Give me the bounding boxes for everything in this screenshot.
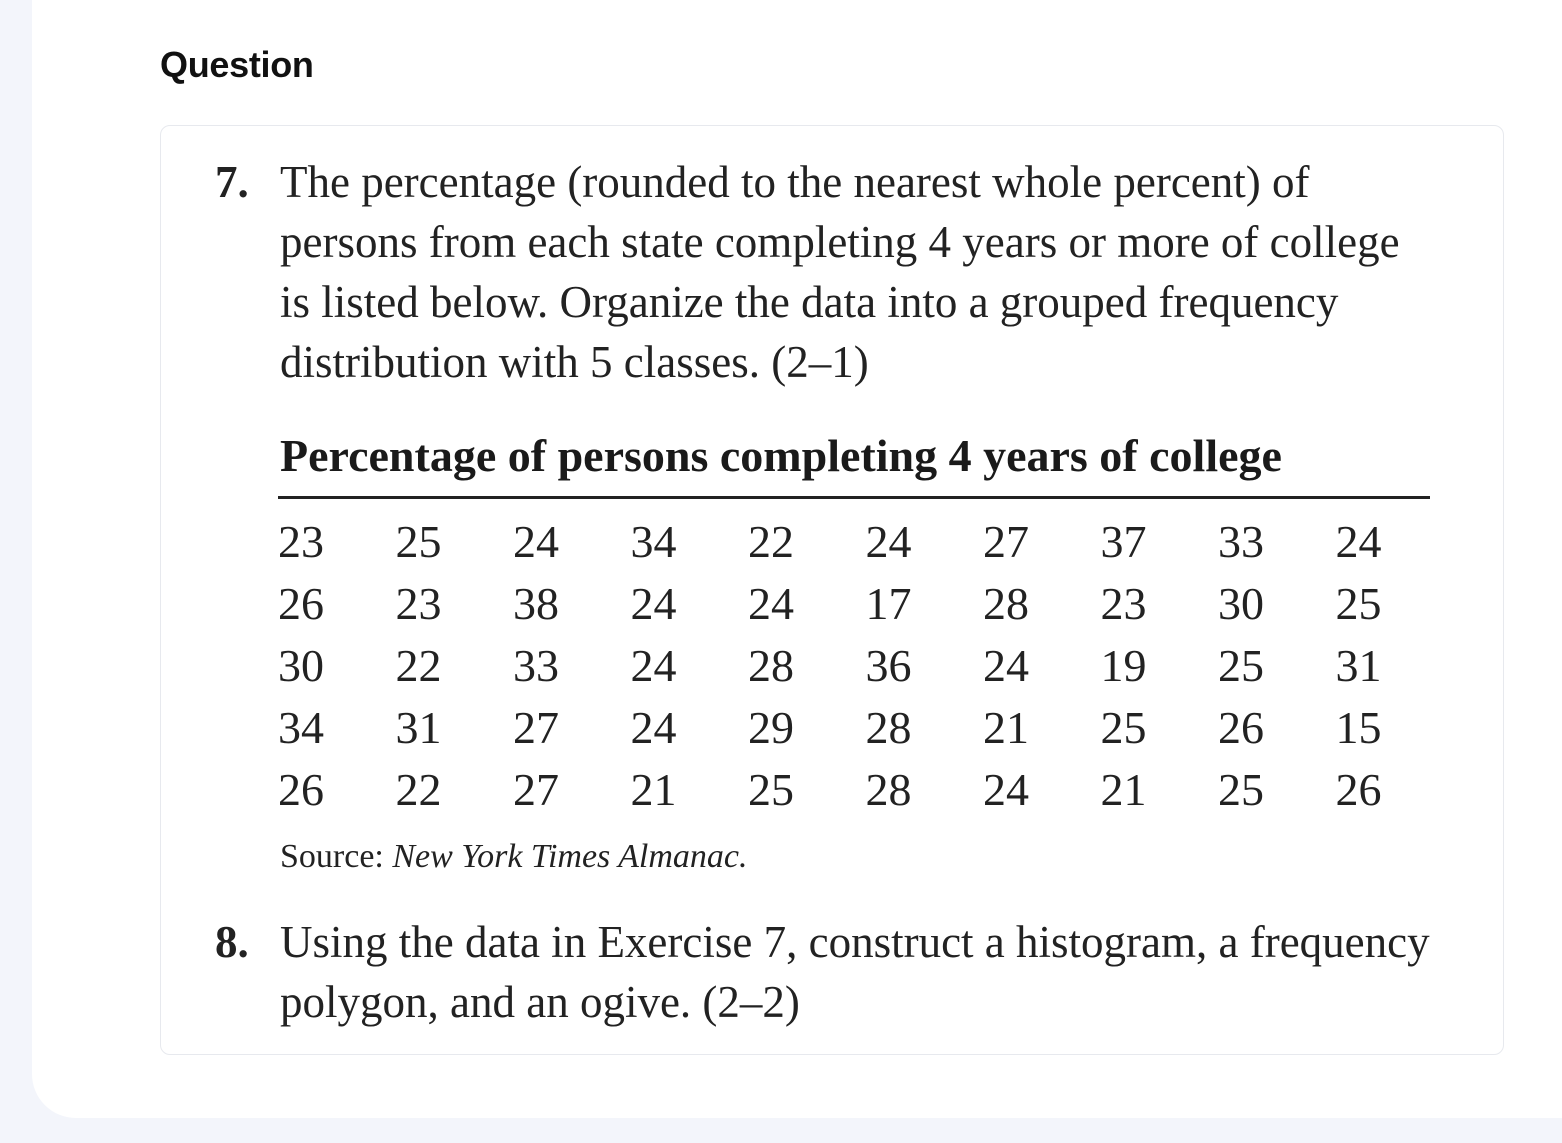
table-cell: 30 [1218,578,1264,629]
source-label: Source: [280,838,384,875]
table-cell: 15 [1335,702,1382,753]
table-cell: 24 [983,640,1029,691]
table-cell: 26 [278,764,324,815]
table-cell: 23 [1100,578,1147,629]
table-cell: 28 [983,578,1029,629]
table-cell: 22 [748,516,794,567]
table-cell: 17 [865,578,912,629]
table-cell: 19 [1100,640,1147,691]
table-cell: 31 [1335,640,1382,691]
question-image [160,125,1504,1055]
table-cell: 25 [748,764,794,815]
table-cell: 24 [630,702,677,753]
table-cell: 21 [630,764,677,815]
table-cell: 24 [630,640,677,691]
table-title: Percentage of persons completing 4 years of college [280,430,1282,481]
table-divider [278,496,1430,499]
table-cell: 23 [395,578,442,629]
table-cell: 27 [513,764,559,815]
table-cell: 25 [1100,702,1147,753]
table-cell: 21 [983,702,1029,753]
table-cell: 23 [278,516,324,567]
table-cell: 28 [865,764,912,815]
table-cell: 24 [748,578,794,629]
table-cell: 27 [513,702,559,753]
table-cell: 31 [395,702,442,753]
table-cell: 24 [865,516,912,567]
table-cell: 26 [1335,764,1382,815]
table-cell: 37 [1100,516,1147,567]
table-cell: 30 [278,640,324,691]
table-cell: 36 [865,640,912,691]
table-cell: 25 [1218,764,1264,815]
exercise-8-text: Using the data in Exercise 7, construct a histogram, a frequency polygon, and an ogive. (2–2) [280,917,1430,1027]
table-cell: 29 [748,702,794,753]
table-cell: 27 [983,516,1029,567]
table-cell: 33 [513,640,559,691]
table-cell: 22 [395,764,442,815]
question-card [32,0,1562,1118]
table-cell: 21 [1100,764,1147,815]
table-cell: 26 [1218,702,1264,753]
table-cell: 28 [865,702,912,753]
table-cell: 25 [1218,640,1264,691]
exercise-8-number: 8. [215,917,249,967]
table-cell: 24 [1335,516,1382,567]
table-cell: 34 [630,516,677,567]
table-cell: 28 [748,640,794,691]
table-cell: 25 [395,516,442,567]
source-publication: New York Times Almanac. [392,838,748,875]
table-cell: 33 [1218,516,1264,567]
table-cell: 34 [278,702,324,753]
question-heading: Question [160,44,314,85]
table-cell: 24 [513,516,559,567]
table-cell: 24 [983,764,1029,815]
exercise-7-text: The percentage (rounded to the nearest whole percent) of persons from each state completing 4 years or more of college is listed below. Organize the data into a grouped frequency distribution with 5 classes. (2–1) [280,157,1400,387]
table-cell: 24 [630,578,677,629]
source-line [280,838,748,876]
table-cell: 38 [513,578,559,629]
table-cell: 25 [1335,578,1382,629]
exercise-7-number: 7. [215,157,249,207]
table-cell: 22 [395,640,442,691]
table-cell: 26 [278,578,324,629]
